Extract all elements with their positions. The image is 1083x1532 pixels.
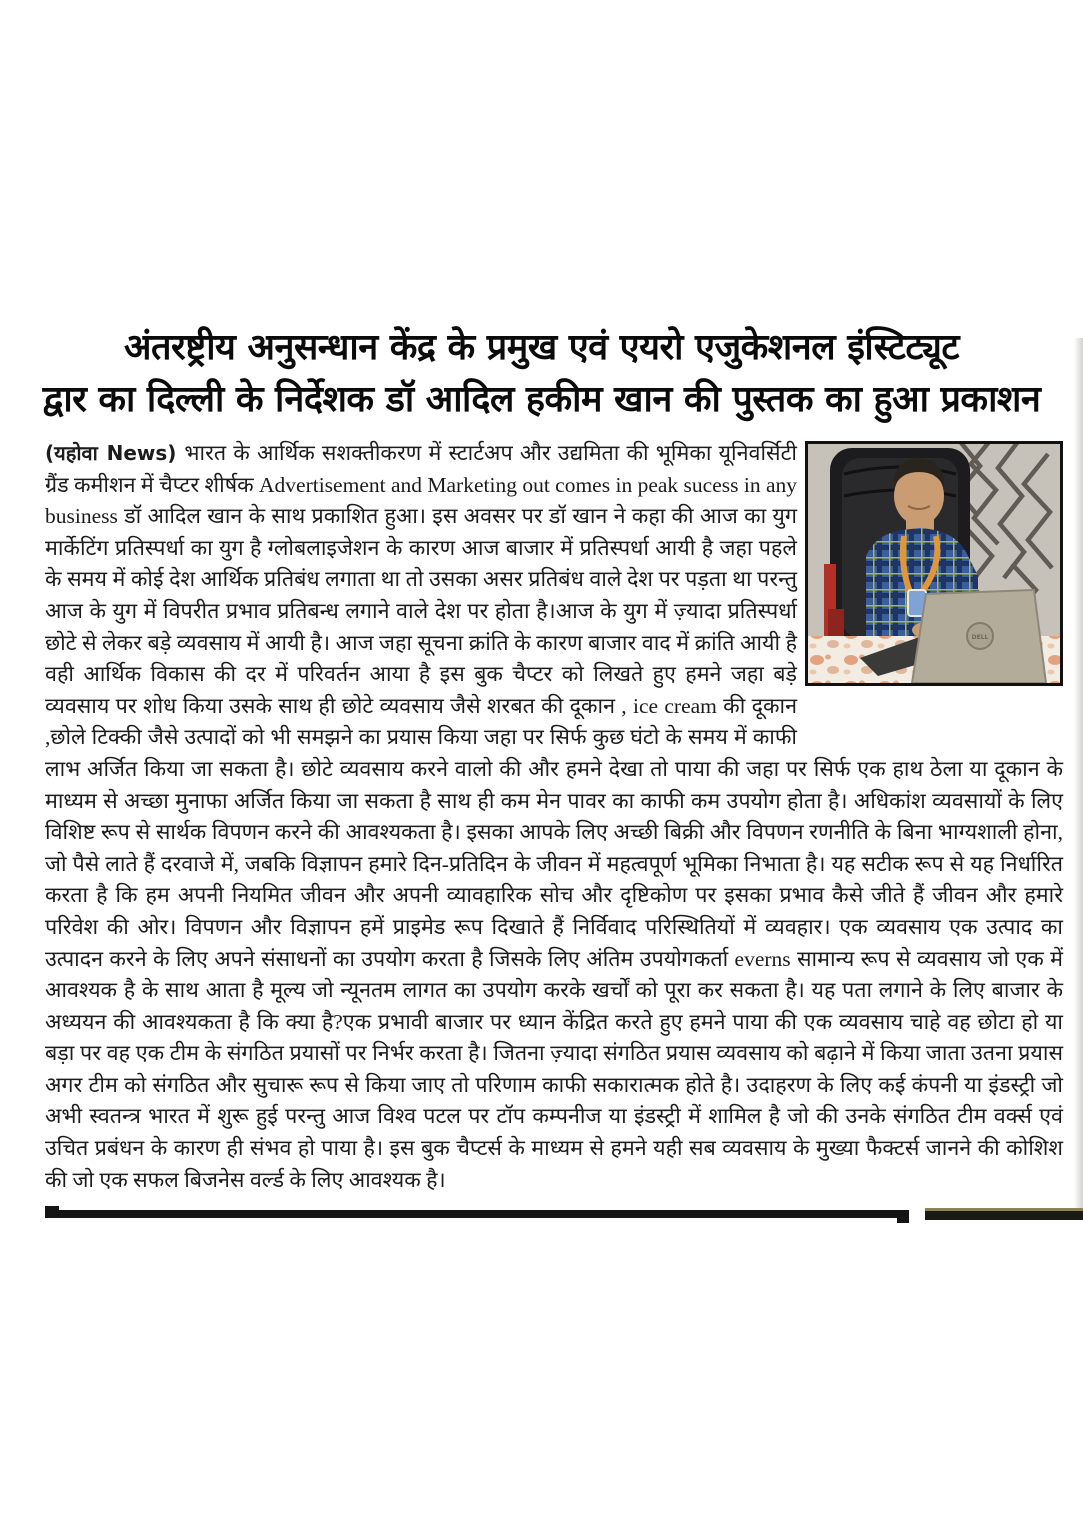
scan-edge-strip [1074, 338, 1083, 1210]
photo-illustration [808, 444, 1060, 683]
bottom-rule-main [45, 1210, 909, 1218]
headline-line-1: अंतरष्ट्रीय अनुसन्धान केंद्र के प्रमुख एवं एयरो एजुकेशनल इंस्टिट्यूट [123, 327, 960, 368]
dell-logo-text: DELL [971, 634, 989, 641]
news-agency-byline: (यहोवा News) [45, 441, 177, 465]
headline-line-2: द्वार का दिल्ली के निर्देशक डॉ आदिल हकीम खान की पुस्तक का हुआ प्रकाशन [42, 379, 1041, 420]
article-headline [0, 322, 1083, 426]
article-text: भारत के आर्थिक सशक्तीकरण में स्टार्टअप और उद्यमिता की भूमिका यूनिवर्सिटी ग्रैंड कमीशन में चैप्टर शीर्षक Advertisement and Marketing out comes in peak sucess in any business डॉ आदिल खान के साथ प्रकाशित हुआ। इस अवसर पर डॉ खान ने कहा की आज का युग मार्केटिंग प्रतिस्पर्धा का युग है ग्लोबलाइजेशन के कारण आज बाजार में प्रतिस्पर्धा आयी है जहा पहले के समय में कोई देश आर्थिक प्रतिबंध लगाता था तो उसका असर प्रतिबंध वाले देश पर पड़ता था परन्तु आज के युग में विपरीत प्रभाव प्रतिबन्ध लगाने वाले देश पर होता है।आज के युग में ज़्यादा प्रतिस्पर्धा छोटे से लेकर बड़े व्यवसाय में आयी है। आज जहा सूचना क्रांति के कारण बाजार वाद में क्रांति आयी है वही आर्थिक विकास की दर में परिवर्तन आया है इस बुक चैप्टर को लिखते हुए हमने जहा बड़े व्यवसाय पर शोध किया उसके साथ ही छोटे व्यवसाय जैसे शरबत की दूकान , ice cream की दूकान ,छोले टिक्की जैसे उत्पादों को भी समझने का प्रयास किया जहा पर सिर्फ कुछ घंटो के समय में काफी लाभ अर्जित किया जा सकता है। छोटे व्यवसाय करने वालो की और हमने देखा तो पाया की जहा पर सिर्फ एक हाथ ठेला या दूकान के माध्यम से अच्छा मुनाफा अर्जित किया जा सकता है साथ ही कम मेन पावर का काफी कम उपयोग होता है। अधिकांश व्यवसायों के लिए विशिष्ट रूप से सार्थक विपणन करने की आवश्यकता है। इसका आपके लिए अच्छी बिक्री और विपणन रणनीति के बिना भाग्यशाली होना, जो पैसे लाते हैं दरवाजे में, जबकि विज्ञापन हमारे दिन-प्रतिदिन के जीवन में महत्वपूर्ण भूमिका निभाता है। यह सटीक रूप से यह निर्धारित करता है कि हम अपनी नियमित जीवन और अपनी व्यावहारिक सोच और दृष्टिकोण पर इसका प्रभाव कैसे जीते हैं जीवन और हमारे परिवेश की ओर। विपणन और विज्ञापन हमें प्राइमेड रूप दिखाते हैं निर्विवाद परिस्थितियों में व्यवहार। एक व्यवसाय एक उत्पाद का उत्पादन करने के लिए अपने संसाधनों का उपयोग करता है जिसके लिए अंतिम उपयोगकर्ता everns सामान्य रूप से व्यवसाय जो एक में आवश्यक है के साथ आता है मूल्य जो न्यूनतम लागत का उपयोग करके खर्चों को पूरा कर सकता है। यह पता लगाने के लिए बाजार के अध्ययन की आवश्यकता है कि क्या है?एक प्रभावी बाजार पर ध्यान केंद्रित करते हुए हमने पाया की एक व्यवसाय चाहे वह छोटा हो या बड़ा पर वह एक टीम के संगठित प्रयासों पर निर्भर करता है। जितना ज़्यादा संगठित प्रयास व्यवसाय को बढ़ाने में किया जाता उतना प्रयास अगर टीम को संगठित और सुचारू रूप से किया जाए तो परिणाम काफी सकारात्मक होते है। उदाहरण के लिए कई कंपनी या इंडस्ट्री जो अभी स्वतन्त्र भारत में शुरू हुई परन्तु आज विश्व पटल पर टॉप कम्पनीज या इंडस्ट्री में शामिल है जो की उनके संगठित टीम वर्क्स एवं उचित प्रबंधन के कारण ही संभव हो पाया है। इस बुक चैप्टर्स के माध्यम से हमने यही सब व्यवसाय के मुख्या फैक्टर्स जानने की कोशिश की जो एक सफल बिजनेस वर्ल्ड के लिए आवश्यक है। [45, 441, 1063, 1192]
article-photo [805, 441, 1063, 686]
bottom-rule-side [925, 1208, 1083, 1220]
article-body [45, 438, 1063, 1196]
